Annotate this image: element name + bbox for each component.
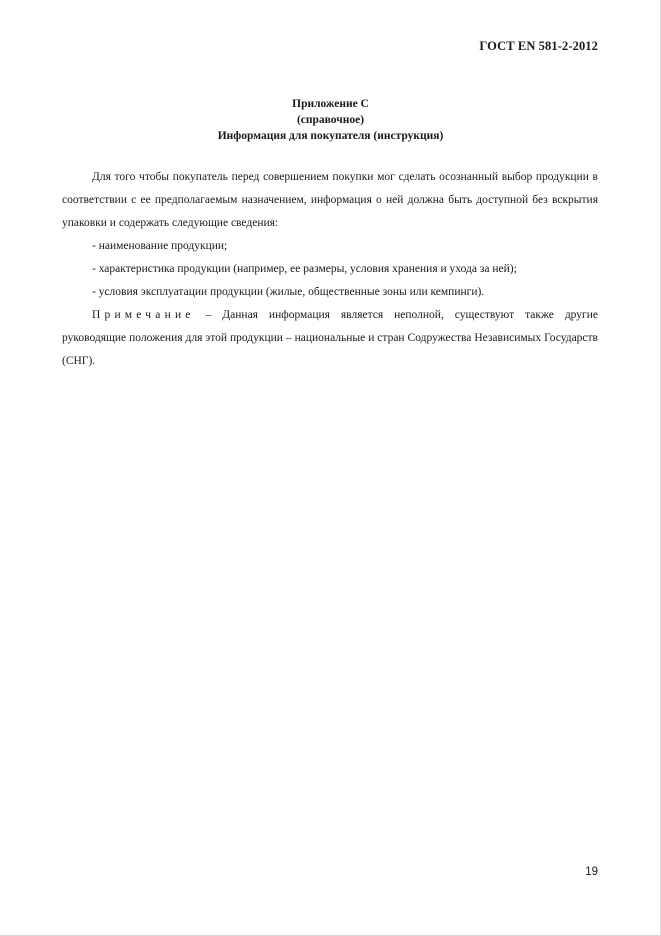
body-text [62,166,598,373]
intro-paragraph: Для того чтобы покупатель перед совершением покупки мог сделать осознанный выбор продукции в соответствии с ее предполагаемым назначением, информация о ней должна быть доступной без вскрытия упаковки и содержать следующие сведения: [62,171,598,229]
appendix-title: Приложение С [292,98,369,110]
list-item: - характеристика продукции (например, ее размеры, условия хранения и ухода за ней); [92,263,517,275]
list-item: - наименование продукции; [92,240,228,252]
document-code: ГОСТ EN 581-2-2012 [479,39,598,53]
page-number: 19 [585,866,598,878]
list-item: - условия эксплуатации продукции (жилые, общественные зоны или кемпинги). [92,286,485,298]
note-label: Примечание [92,309,195,321]
appendix-subtitle: (справочное) [296,114,365,126]
note-text: – Данная информация является неполной, существуют также другие руководящие положения для этой продукции – национальные и стран Содружества Независимых Государств (СНГ). [62,309,598,367]
appendix-heading-block [0,96,661,144]
note-paragraph [62,304,598,373]
appendix-heading: Информация для покупателя (инструкция) [217,130,444,142]
